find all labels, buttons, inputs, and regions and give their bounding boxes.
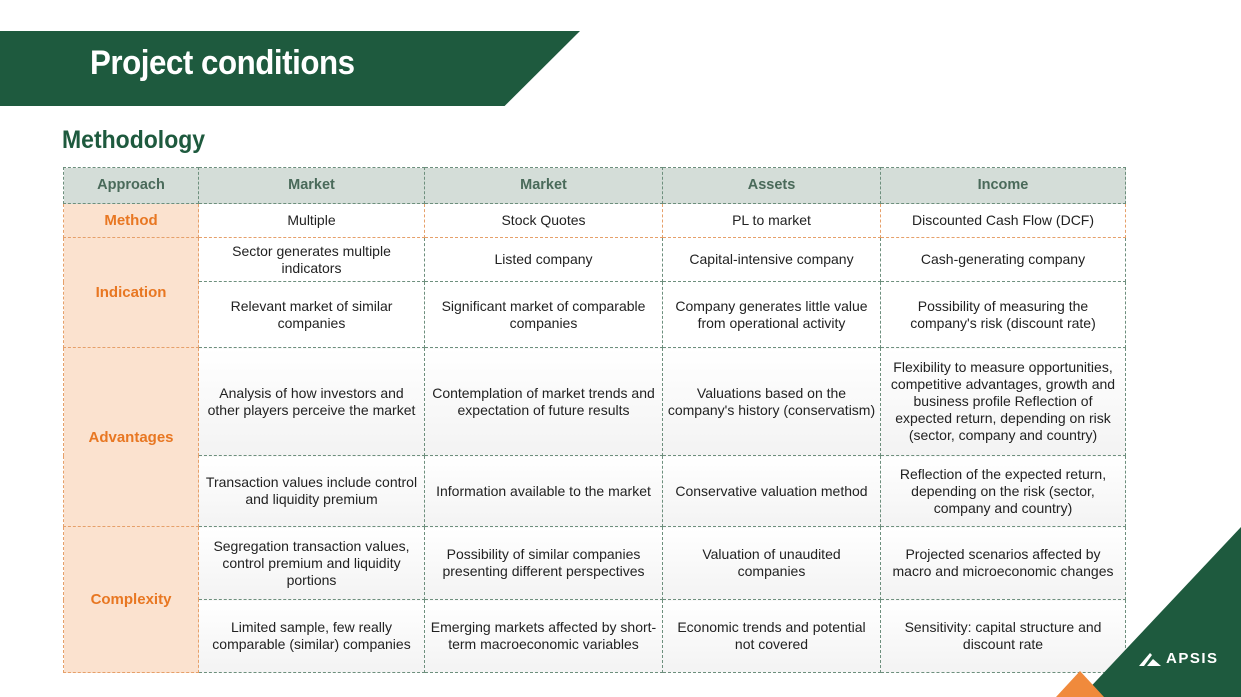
row-label-indication: Indication bbox=[64, 238, 199, 348]
table-row bbox=[64, 456, 1126, 527]
table-cell: Flexibility to measure opportunities, competitive advantages, growth and business profile Reflection of expected return, depending on risk (sector, company and country) bbox=[881, 348, 1126, 456]
table-cell: Possibility of similar companies presenting different perspectives bbox=[425, 527, 663, 600]
table-cell: Information available to the market bbox=[425, 456, 663, 527]
table-cell: Contemplation of market trends and expectation of future results bbox=[425, 348, 663, 456]
header-market-stock: Market bbox=[425, 168, 663, 204]
logo-mark-icon bbox=[1138, 651, 1162, 667]
apsis-logo bbox=[1138, 650, 1219, 667]
table-cell: Conservative valuation method bbox=[663, 456, 881, 527]
row-label-method: Method bbox=[64, 204, 199, 238]
header-approach: Approach bbox=[64, 168, 199, 204]
table-row bbox=[64, 600, 1126, 673]
table-cell: Capital-intensive company bbox=[663, 238, 881, 282]
header-market-multiple: Market bbox=[199, 168, 425, 204]
methodology-table bbox=[63, 167, 1126, 673]
table-cell: Cash-generating company bbox=[881, 238, 1126, 282]
table-cell: Limited sample, few really comparable (similar) companies bbox=[199, 600, 425, 673]
table-cell: Segregation transaction values, control premium and liquidity portions bbox=[199, 527, 425, 600]
table-cell: Economic trends and potential not covered bbox=[663, 600, 881, 673]
header-assets: Assets bbox=[663, 168, 881, 204]
table-cell: PL to market bbox=[663, 204, 881, 238]
row-label-complexity: Complexity bbox=[64, 527, 199, 673]
table-cell: Stock Quotes bbox=[425, 204, 663, 238]
row-label-advantages: Advantages bbox=[64, 348, 199, 527]
table-cell: Relevant market of similar companies bbox=[199, 282, 425, 348]
table-cell: Projected scenarios affected by macro and microeconomic changes bbox=[881, 527, 1126, 600]
header-income: Income bbox=[881, 168, 1126, 204]
logo-text: APSIS bbox=[1166, 650, 1219, 667]
method-row bbox=[64, 204, 1126, 238]
table-cell: Multiple bbox=[199, 204, 425, 238]
section-subtitle: Methodology bbox=[62, 126, 206, 154]
table-cell: Valuation of unaudited companies bbox=[663, 527, 881, 600]
table-cell: Possibility of measuring the company's risk (discount rate) bbox=[881, 282, 1126, 348]
table-cell: Analysis of how investors and other players perceive the market bbox=[199, 348, 425, 456]
table-row bbox=[64, 238, 1126, 282]
table-cell: Reflection of the expected return, depending on the risk (sector, company and country) bbox=[881, 456, 1126, 527]
table-row bbox=[64, 282, 1126, 348]
table-cell: Discounted Cash Flow (DCF) bbox=[881, 204, 1126, 238]
table-cell: Emerging markets affected by short-term macroeconomic variables bbox=[425, 600, 663, 673]
table-cell: Sensitivity: capital structure and discount rate bbox=[881, 600, 1126, 673]
table-cell: Significant market of comparable companies bbox=[425, 282, 663, 348]
table-row bbox=[64, 527, 1126, 600]
table-row bbox=[64, 348, 1126, 456]
table-cell: Sector generates multiple indicators bbox=[199, 238, 425, 282]
table-cell: Listed company bbox=[425, 238, 663, 282]
table-cell: Company generates little value from operational activity bbox=[663, 282, 881, 348]
table-header-row bbox=[64, 168, 1126, 204]
page-title: Project conditions bbox=[90, 44, 355, 82]
table-cell: Transaction values include control and liquidity premium bbox=[199, 456, 425, 527]
table-cell: Valuations based on the company's history (conservatism) bbox=[663, 348, 881, 456]
